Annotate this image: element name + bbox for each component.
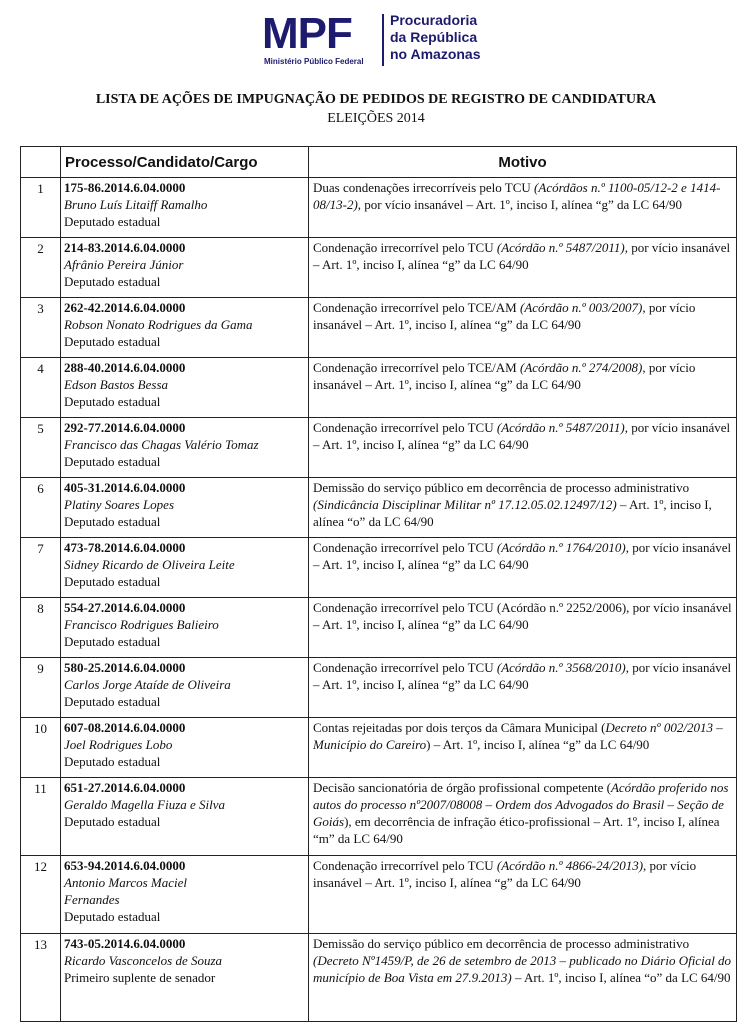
page-header xyxy=(0,0,752,80)
motivo-text: Contas rejeitadas por dois terços da Câmara Municipal ( xyxy=(313,720,606,735)
candidate-office: Deputado estadual xyxy=(64,454,161,469)
org-line-1: Procuradoria xyxy=(390,12,478,28)
table-header-row xyxy=(21,147,737,178)
row-number: 8 xyxy=(21,598,61,658)
candidate-office: Deputado estadual xyxy=(64,634,161,649)
candidate-name: Bruno Luís Litaiff Ramalho xyxy=(64,197,208,212)
row-number: 3 xyxy=(21,298,61,358)
motivo-text: Demissão do serviço público em decorrência de processo administrativo xyxy=(313,480,690,495)
process-number: 262-42.2014.6.04.0000 xyxy=(64,300,186,315)
process-number: 607-08.2014.6.04.0000 xyxy=(64,720,186,735)
candidate-office: Deputado estadual xyxy=(64,909,161,924)
motivo-text: – Art. 1º, inciso I, alínea “o” da LC 64/90 xyxy=(511,970,731,985)
motivo-cell xyxy=(309,658,737,718)
candidate-name: Edson Bastos Bessa xyxy=(64,377,168,392)
logo-divider xyxy=(382,14,384,66)
motivo-cell xyxy=(309,178,737,238)
motivo-text: – Art. 1º, inciso I, alínea “o” da LC 64/90 xyxy=(313,497,712,529)
candidate-name: Francisco das Chagas Valério Tomaz xyxy=(64,437,259,452)
motivo-text: Condenação irrecorrível pelo TCU xyxy=(313,858,497,873)
candidate-office: Deputado estadual xyxy=(64,394,161,409)
org-name xyxy=(390,12,481,63)
candidate-name: Francisco Rodrigues Balieiro xyxy=(64,617,219,632)
process-number: 288-40.2014.6.04.0000 xyxy=(64,360,186,375)
header-processo: Processo/Candidato/Cargo xyxy=(61,147,309,178)
motivo-text: (Acórdão n.º 274/2008) xyxy=(519,360,643,375)
motivo-text: ) – Art. 1º, inciso I, alínea “g” da LC 64/90 xyxy=(426,737,650,752)
row-number: 12 xyxy=(21,856,61,934)
process-number: 292-77.2014.6.04.0000 xyxy=(64,420,186,435)
table-row xyxy=(21,238,737,298)
table-row xyxy=(21,538,737,598)
motivo-text: (Acórdão n.º 003/2007) xyxy=(519,300,643,315)
motivo-text: , por vício insanável – Art. 1º, inciso I, alínea “g” da LC 64/90 xyxy=(313,660,732,692)
process-number: 743-05.2014.6.04.0000 xyxy=(64,936,186,951)
motivo-text: (Sindicância Disciplinar Militar nº 17.12.05.02.12497/12) xyxy=(313,497,617,512)
candidate-office: Deputado estadual xyxy=(64,274,161,289)
processo-cell xyxy=(61,238,309,298)
process-number: 473-78.2014.6.04.0000 xyxy=(64,540,186,555)
table-row xyxy=(21,418,737,478)
table-row xyxy=(21,934,737,1022)
motivo-text: (Acórdão n.º 3568/2010) xyxy=(496,660,626,675)
candidate-office: Deputado estadual xyxy=(64,514,161,529)
processo-cell xyxy=(61,418,309,478)
table-row xyxy=(21,658,737,718)
row-number: 2 xyxy=(21,238,61,298)
row-number: 1 xyxy=(21,178,61,238)
motivo-cell xyxy=(309,934,737,1022)
motivo-cell xyxy=(309,856,737,934)
motivo-cell xyxy=(309,538,737,598)
processo-cell xyxy=(61,178,309,238)
processo-cell xyxy=(61,856,309,934)
process-number: 554-27.2014.6.04.0000 xyxy=(64,600,186,615)
candidate-name: Carlos Jorge Ataíde de Oliveira xyxy=(64,677,231,692)
motivo-text: Condenação irrecorrível pelo TCU (Acórdão n.º 2252/2006), por vício insanável – Art. 1º, inciso I, alínea “g” da LC 64/90 xyxy=(313,600,732,632)
org-line-3: no Amazonas xyxy=(390,46,481,62)
table-row xyxy=(21,856,737,934)
candidate-office: Deputado estadual xyxy=(64,814,161,829)
header-motivo: Motivo xyxy=(309,147,737,178)
candidate-office: Deputado estadual xyxy=(64,334,161,349)
motivo-text: ), em decorrência de infração ético-profissional – Art. 1º, inciso I, alínea “m” da LC 64/90 xyxy=(313,814,720,846)
candidate-name: Afrânio Pereira Júnior xyxy=(64,257,184,272)
row-number: 11 xyxy=(21,778,61,856)
motivo-text: , por vício insanável – Art. 1º, inciso I, alínea “g” da LC 64/90 xyxy=(313,858,697,890)
table-row xyxy=(21,778,737,856)
table-row xyxy=(21,298,737,358)
motivo-text: Demissão do serviço público em decorrência de processo administrativo xyxy=(313,936,690,951)
motivo-cell xyxy=(309,238,737,298)
motivo-text: (Acórdão n.º 5487/2011) xyxy=(496,420,625,435)
table-row xyxy=(21,478,737,538)
candidate-name: Joel Rodrigues Lobo xyxy=(64,737,173,752)
motivo-text: Condenação irrecorrível pelo TCE/AM xyxy=(313,360,520,375)
motivo-cell xyxy=(309,778,737,856)
table-row xyxy=(21,718,737,778)
processo-cell xyxy=(61,718,309,778)
motivo-text: , por vício insanável – Art. 1º, inciso I, alínea “g” da LC 64/90 xyxy=(313,300,696,332)
motivo-text: Acórdão proferido nos autos do processo nº2007/08008 – Ordem dos Advogados do Brasil – Seção de Goiás xyxy=(313,780,729,829)
row-number: 4 xyxy=(21,358,61,418)
processo-cell xyxy=(61,778,309,856)
candidate-name: Platiny Soares Lopes xyxy=(64,497,175,512)
logo-subtitle: Ministério Público Federal xyxy=(264,57,364,66)
motivo-text: (Acórdãos n.º 1100-05/12-2 e 1414-08/13-2) xyxy=(313,180,721,212)
motivo-text: (Acórdão n.º 4866-24/2013) xyxy=(496,858,644,873)
candidate-name: Sidney Ricardo de Oliveira Leite xyxy=(64,557,235,572)
candidate-name: Ricardo Vasconcelos de Souza xyxy=(64,953,223,968)
org-line-2: da República xyxy=(390,29,478,45)
processo-cell xyxy=(61,934,309,1022)
candidate-office: Deputado estadual xyxy=(64,754,161,769)
candidate-office: Deputado estadual xyxy=(64,214,161,229)
process-number: 405-31.2014.6.04.0000 xyxy=(64,480,186,495)
table-body xyxy=(21,178,737,1022)
motivo-text: Decreto nº 002/2013 – Município do Careiro xyxy=(313,720,723,752)
row-number: 13 xyxy=(21,934,61,1022)
motivo-text: Condenação irrecorrível pelo TCE/AM xyxy=(313,300,520,315)
candidate-name: Antonio Marcos Maciel Fernandes xyxy=(64,875,187,907)
process-number: 653-94.2014.6.04.0000 xyxy=(64,858,186,873)
motivo-text: Duas condenações irrecorríveis pelo TCU xyxy=(313,180,535,195)
motivo-text: Decisão sancionatória de órgão profissional competente ( xyxy=(313,780,611,795)
row-number: 10 xyxy=(21,718,61,778)
process-number: 580-25.2014.6.04.0000 xyxy=(64,660,186,675)
processo-cell xyxy=(61,298,309,358)
motivo-cell xyxy=(309,298,737,358)
process-number: 651-27.2014.6.04.0000 xyxy=(64,780,186,795)
mpf-logo: MPF xyxy=(262,9,352,58)
candidate-office: Primeiro suplente de senador xyxy=(64,970,216,985)
processo-cell xyxy=(61,358,309,418)
processo-cell xyxy=(61,538,309,598)
processo-cell xyxy=(61,478,309,538)
motivo-text: Condenação irrecorrível pelo TCU xyxy=(313,240,497,255)
document-title: LISTA DE AÇÕES DE IMPUGNAÇÃO DE PEDIDOS DE REGISTRO DE CANDIDATURA xyxy=(95,92,657,107)
motivo-text: Condenação irrecorrível pelo TCU xyxy=(313,540,497,555)
motivo-text: (Decreto Nº1459/P, de 26 de setembro de 2013 – publicado no Diário Oficial do município de Boa Vista em 27.9.2013) xyxy=(313,953,732,985)
motivo-text: (Acórdão n.º 5487/2011) xyxy=(496,240,625,255)
motivo-text: Condenação irrecorrível pelo TCU xyxy=(313,420,497,435)
motivo-text: , por vício insanável – Art. 1º, inciso I, alínea “g” da LC 64/90 xyxy=(313,540,732,572)
motivo-text: , por vício insanável – Art. 1º, inciso I, alínea “g” da LC 64/90 xyxy=(313,360,696,392)
motivo-cell xyxy=(309,718,737,778)
candidate-name: Geraldo Magella Fiuza e Silva xyxy=(64,797,226,812)
table-row xyxy=(21,358,737,418)
table-row xyxy=(21,178,737,238)
motivo-cell xyxy=(309,358,737,418)
processo-cell xyxy=(61,598,309,658)
candidate-office: Deputado estadual xyxy=(64,574,161,589)
process-number: 175-86.2014.6.04.0000 xyxy=(64,180,186,195)
table-row xyxy=(21,598,737,658)
document-subtitle: ELEIÇÕES 2014 xyxy=(327,111,425,126)
motivo-text: , por vício insanável – Art. 1º, inciso I, alínea “g” da LC 64/90 xyxy=(313,240,731,272)
motivo-text: , por vício insanável – Art. 1º, inciso I, alínea “g” da LC 64/90 xyxy=(357,197,683,212)
process-number: 214-83.2014.6.04.0000 xyxy=(64,240,186,255)
motivo-cell xyxy=(309,598,737,658)
row-number: 6 xyxy=(21,478,61,538)
row-number: 9 xyxy=(21,658,61,718)
motivo-text: , por vício insanável – Art. 1º, inciso I, alínea “g” da LC 64/90 xyxy=(313,420,731,452)
actions-table xyxy=(20,146,737,1022)
header-number xyxy=(21,147,61,178)
motivo-cell xyxy=(309,418,737,478)
motivo-text: Condenação irrecorrível pelo TCU xyxy=(313,660,497,675)
candidate-name: Robson Nonato Rodrigues da Gama xyxy=(64,317,253,332)
candidate-office: Deputado estadual xyxy=(64,694,161,709)
row-number: 7 xyxy=(21,538,61,598)
row-number: 5 xyxy=(21,418,61,478)
motivo-cell xyxy=(309,478,737,538)
processo-cell xyxy=(61,658,309,718)
motivo-text: (Acórdão n.º 1764/2010) xyxy=(496,540,626,555)
